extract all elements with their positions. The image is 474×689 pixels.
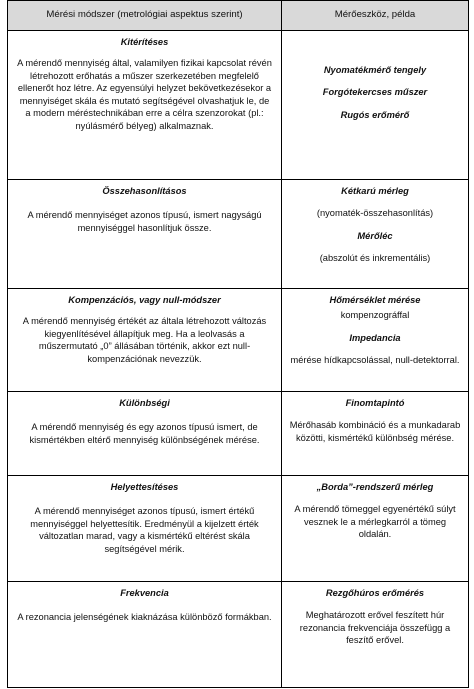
method-cell	[8, 582, 282, 688]
tool-name: Rugós erőmérő	[340, 109, 410, 120]
tool-cell	[282, 582, 469, 688]
tool-name: Impedancia	[349, 332, 401, 343]
method-description: A mérendő mennyiség és egy azonos típusú ismert, de kismértékben eltérő mennyiség különbségének mérése.	[29, 422, 260, 445]
tool-name: Kétkarú mérleg	[341, 186, 409, 196]
table-row	[8, 180, 469, 289]
tool-cell	[282, 476, 469, 582]
header-tool: Mérőeszköz, példa	[282, 1, 469, 31]
tool-name: Finomtapintó	[345, 398, 405, 408]
table-row	[8, 31, 469, 180]
tool-cell	[282, 31, 469, 180]
tool-name: Rezgőhúros erőmérés	[325, 588, 425, 598]
method-cell	[8, 180, 282, 289]
method-cell	[8, 392, 282, 476]
tool-name: Nyomatékmérő tengely	[323, 65, 427, 75]
table-row	[8, 289, 469, 392]
method-cell	[8, 289, 282, 392]
method-description: A rezonancia jelenségének kiaknázása különböző formákban.	[17, 612, 272, 623]
method-description: A mérendő mennyiséget azonos típusú, ismert értékű mennyiséggel helyettesítik. Eredményül a kijelzett érték változatlan marad, vagy a kismértékű eltérést skála segítségével mérik.	[30, 506, 259, 554]
header-method: Mérési módszer (metrológiai aspektus szerint)	[8, 1, 282, 31]
tool-detail: Meghatározott erővel feszített húr rezonancia frekvenciája összefügg a feszítő erővel.	[299, 610, 451, 646]
tool-name: Mérőléc	[357, 230, 393, 241]
table-row	[8, 582, 469, 688]
method-cell	[8, 31, 282, 180]
tool-detail: Mérőhasáb kombináció és a munkadarab közötti, kismértékű különbség mérése.	[289, 420, 461, 443]
methods-table	[7, 0, 469, 688]
method-title: Frekvencia	[120, 588, 169, 598]
method-title: Kompenzációs, vagy null-módszer	[68, 295, 221, 305]
tool-cell	[282, 289, 469, 392]
tool-cell	[282, 392, 469, 476]
method-description: A mérendő mennyiséget azonos típusú, ismert nagyságú mennyiséggel hasonlítjuk össze.	[27, 210, 262, 233]
method-title: Összehasonlításos	[102, 186, 187, 196]
method-description: A mérendő mennyiség értékét az általa létrehozott változás kiegyenlítésével állapítjuk meg. Ha a leolvasás a műszermutató „0” állásában történik, akkor ezt null-kompenzációnak nevezzük.	[22, 316, 267, 364]
method-cell	[8, 476, 282, 582]
method-description: A mérendő mennyiség által, valamilyen fizikai kapcsolat révén létrehozott erőhatás a műszer szerkezetében megfelelő ellenerőt hoz létre. Az egyensúlyi helyzet bekövetkezésekor a mennyiséget skála és mutató segítségével olvashatjuk le, de a modern méréstechnikában erre a célra szenzorokat (pl.: nyúlásmérő bélyeg) alkalmaznak.	[17, 58, 272, 131]
tool-cell	[282, 180, 469, 289]
method-title: Különbségi	[119, 398, 170, 408]
method-title: Kitérítéses	[120, 37, 169, 47]
tool-detail: (abszolút és inkrementális)	[319, 253, 431, 264]
table-row	[8, 392, 469, 476]
table-row	[8, 476, 469, 582]
tool-name: Forgótekercses műszer	[322, 87, 428, 98]
tool-name: „Borda”-rendszerű mérleg	[316, 482, 434, 492]
tool-detail: mérése hídkapcsolással, null-detektorral.	[290, 355, 460, 366]
tool-name: Hőmérséklet mérése	[329, 295, 421, 305]
tool-detail: A mérendő tömeggel egyenértékű súlyt vesznek le a mérlegkarról a tömeg oldalán.	[294, 504, 456, 540]
method-title: Helyettesítéses	[110, 482, 179, 492]
header-row	[8, 1, 469, 31]
tool-detail: (nyomaték-összehasonlítás)	[316, 208, 434, 219]
tool-detail: kompenzográffal	[340, 310, 410, 321]
